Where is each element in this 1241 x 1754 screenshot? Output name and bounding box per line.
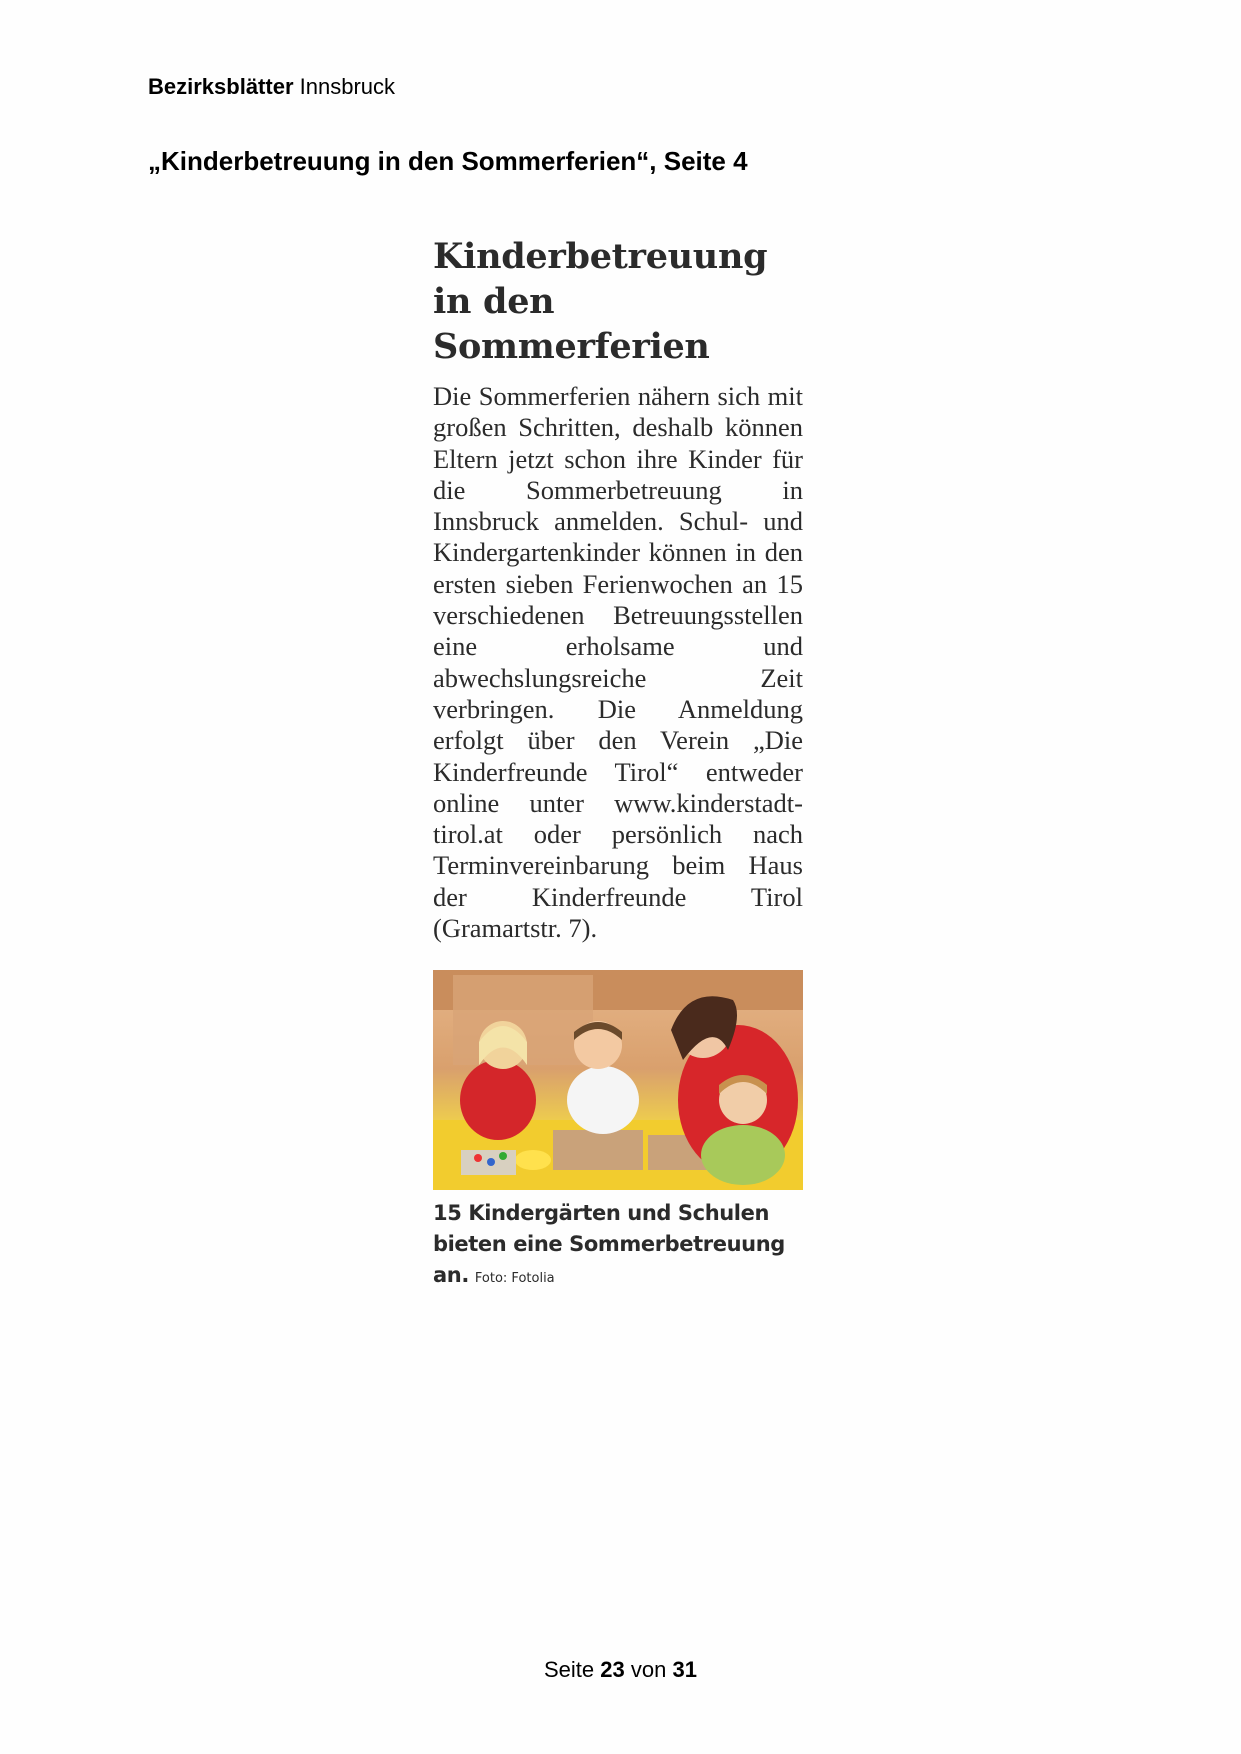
children-crafting-illustration [433,970,803,1190]
document-title: „Kinderbetreuung in den Sommerferien“, Seite 4 [148,146,748,176]
photo-caption [433,1198,803,1294]
of-label: von [630,1657,667,1682]
article-body: Die Sommerferien nähern sich mit großen Schritten, deshalb können Eltern jetzt schon ihre Kinder für die Sommerbetreuung in Innsbruck anmelden. Schul- und Kindergartenkinder können in den ersten sieben Ferienwochen an 15 verschiedenen Betreuungsstellen eine erholsame und abwechslungsreiche Zeit verbringen. Die Anmeldung erfolgt über den Verein „Die Kinderfreunde Tirol“ entweder online unter www.kinderstadt-tirol.at oder persönlich nach Terminvereinbarung beim Haus der Kinderfreunde Tirol (Gramartstr. 7). [433,381,803,944]
photo-credit: Foto: Fotolia [474,1271,555,1287]
publication-name [148,74,395,100]
publication-name-rest: Innsbruck [299,74,396,99]
page-footer [0,1657,1241,1683]
article-photo [433,970,803,1190]
page-label: Seite [544,1657,595,1682]
caption-text: 15 Kindergärten und Schulen bieten eine Sommerbetreuung an. [433,1201,785,1288]
total-pages: 31 [672,1657,697,1682]
current-page-number: 23 [600,1657,625,1682]
article-headline: Kinderbetreuung in den Sommerferien [433,236,768,367]
newspaper-clipping [433,234,803,1294]
publication-name-bold: Bezirksblätter [148,74,294,99]
